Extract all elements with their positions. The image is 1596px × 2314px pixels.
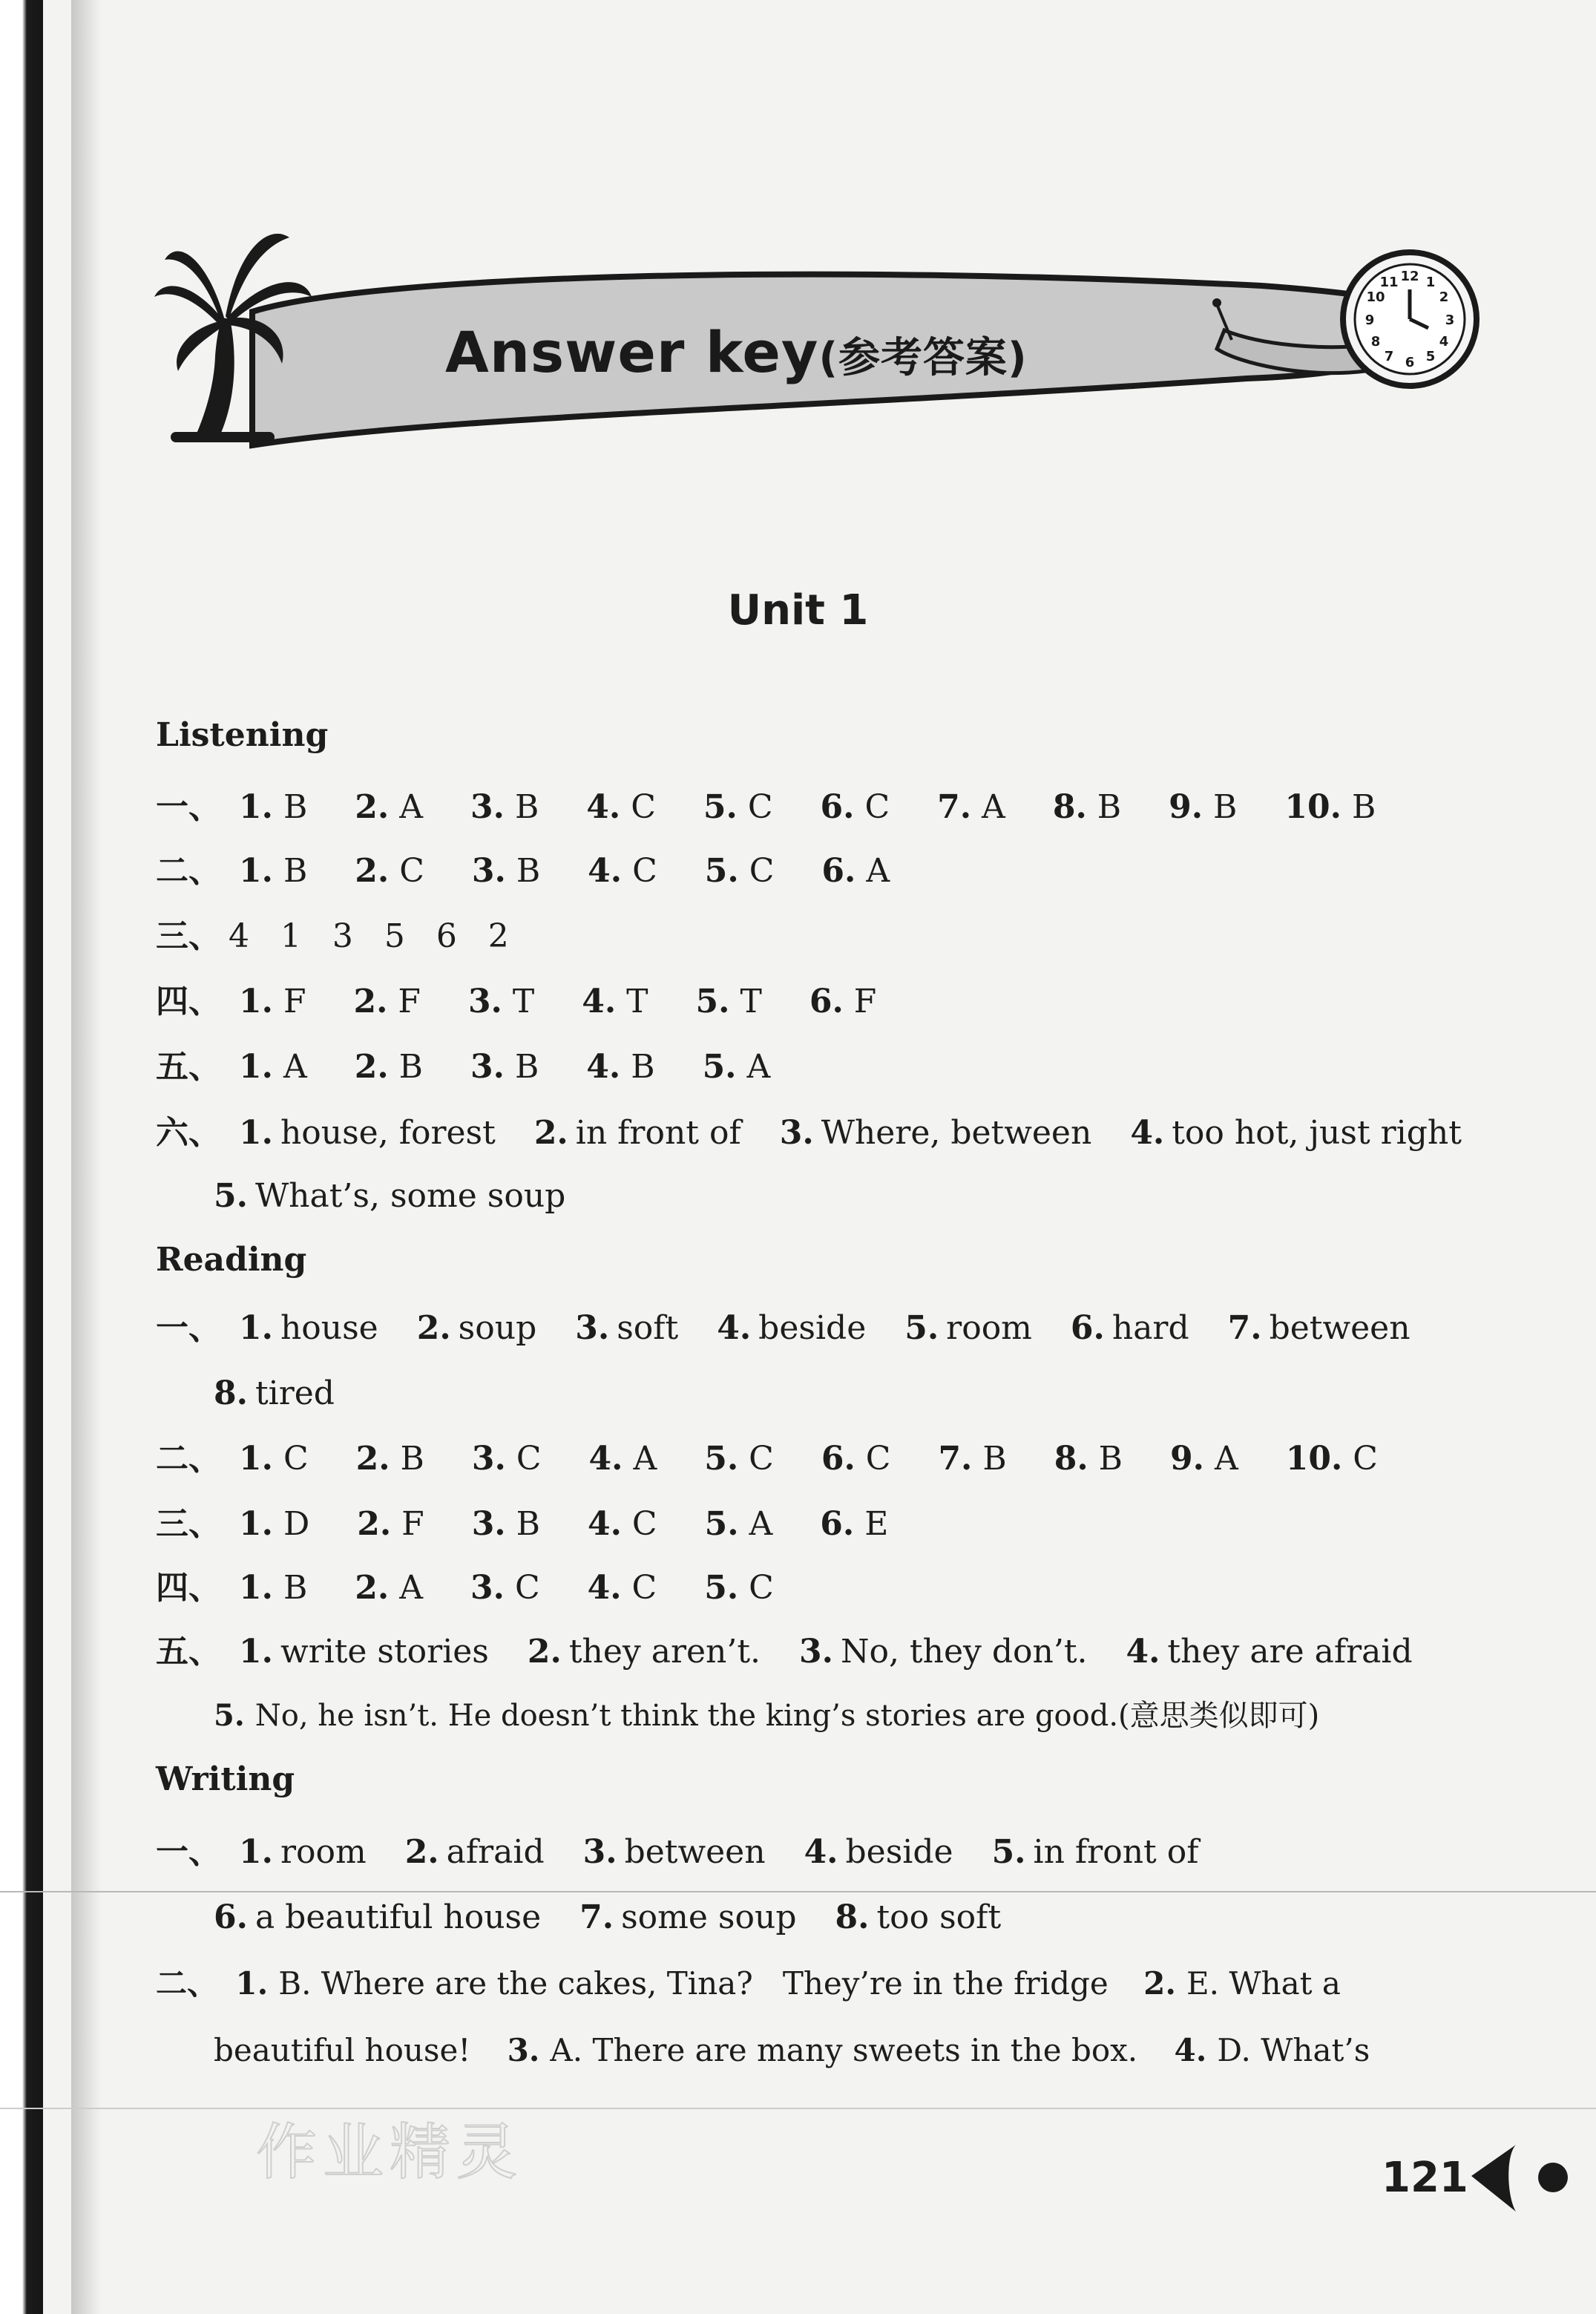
answer-item	[239, 1633, 489, 1671]
answer-item	[1227, 1309, 1411, 1347]
answer-item	[404, 1833, 545, 1871]
item-number: 2.	[404, 1833, 439, 1871]
item-number: 5.	[214, 1698, 245, 1733]
answer-item	[1284, 788, 1376, 826]
section-listening-label: Listening	[156, 716, 329, 754]
item-number: 3.	[471, 1505, 506, 1543]
item-number: 8.	[1054, 1440, 1088, 1478]
answer-item	[704, 1440, 774, 1478]
item-answer: B. Where are the cakes, Tina? They’re in the fridge	[278, 1965, 1109, 2002]
item-answer: C	[747, 788, 773, 826]
item-number: 2.	[355, 1440, 390, 1478]
reading-q2-line	[156, 1440, 1378, 1478]
item-number: 1.	[239, 1309, 273, 1347]
answer-item	[804, 1833, 953, 1871]
item-number: 7.	[937, 788, 972, 826]
answer-item	[471, 1440, 542, 1478]
item-number: 2.	[354, 1048, 389, 1086]
item-number: 2.	[416, 1309, 451, 1347]
answer-item	[527, 1633, 761, 1671]
item-number: 6.	[820, 788, 855, 826]
section-writing-label: Writing	[156, 1760, 295, 1798]
item-number: 5.	[704, 1440, 739, 1478]
item-number: 3.	[470, 1048, 505, 1086]
item-answer: B	[982, 1440, 1007, 1478]
listening-q4-line	[156, 983, 877, 1020]
item-answer: T	[512, 983, 535, 1020]
clock-number: 11	[1379, 275, 1399, 290]
answer-item	[1143, 1965, 1341, 2002]
item-answer: Where, between	[821, 1114, 1092, 1152]
answer-item	[507, 2032, 1138, 2068]
answer-item	[582, 1833, 766, 1871]
item-number: 4.	[586, 788, 621, 826]
answer-item	[355, 1569, 423, 1607]
item-answer: in front of	[575, 1114, 741, 1152]
watermark-text: 作业精灵	[256, 2117, 524, 2188]
answer-item	[235, 1965, 1109, 2002]
item-number: 2.	[357, 1505, 392, 1543]
item-answer: B	[1098, 1440, 1123, 1478]
answer-item	[353, 983, 421, 1020]
item-answer: What’s, some soup	[254, 1177, 566, 1215]
item-number: 4.	[804, 1833, 838, 1871]
answer-item	[1126, 1633, 1413, 1671]
item-answer: T	[626, 983, 648, 1020]
item-answer: E. What a	[1186, 1965, 1341, 2002]
item-answer: E	[864, 1505, 889, 1543]
answer-item	[355, 852, 424, 890]
writing-q1-line	[156, 1833, 1227, 1871]
item-number: 4.	[587, 1569, 622, 1607]
answer-item	[579, 1898, 797, 1936]
item-answer: C	[516, 1440, 542, 1478]
answer-item	[214, 1177, 566, 1215]
section-reading-label: Reading	[156, 1241, 307, 1279]
answer-item	[821, 1440, 891, 1478]
item-answer: B	[400, 1440, 424, 1478]
item-answer: C	[514, 1569, 540, 1607]
item-answer: B	[1351, 788, 1376, 826]
answer-item	[239, 1833, 367, 1871]
clock-number: 2	[1439, 289, 1449, 305]
item-number: 3.	[575, 1309, 610, 1347]
item-number: 1.	[239, 788, 273, 826]
answer-item	[354, 1048, 423, 1086]
question-prefix: 一、	[156, 1833, 221, 1871]
item-number: 7.	[579, 1898, 614, 1936]
item-answer: write stories	[280, 1633, 489, 1671]
answer-item	[588, 1440, 657, 1478]
answer-item	[239, 983, 306, 1020]
clock-number: 10	[1366, 289, 1385, 305]
answer-item	[1285, 1440, 1378, 1478]
answer-item	[702, 1048, 771, 1086]
question-prefix: 五、	[156, 1048, 221, 1086]
reading-q4-line	[156, 1569, 774, 1607]
item-answer: F	[401, 1505, 424, 1543]
answer-item	[1070, 1309, 1189, 1347]
answer-item	[239, 1505, 310, 1543]
answer-item	[695, 983, 762, 1020]
item-number: 6.	[809, 983, 844, 1020]
item-answer: B	[1097, 788, 1122, 826]
clock-number: 4	[1439, 334, 1449, 350]
item-answer: C	[399, 852, 424, 890]
item-answer: D	[283, 1505, 310, 1543]
answer-item	[1130, 1114, 1462, 1152]
answer-item	[587, 1505, 657, 1543]
answer-item	[938, 1440, 1007, 1478]
item-number: 5.	[703, 788, 738, 826]
item-answer: C	[631, 788, 656, 826]
item-answer: C	[749, 1440, 774, 1478]
item-answer: B	[283, 1569, 308, 1607]
ordering-answer: 4 1 3 5 6 2	[229, 917, 509, 955]
item-answer: beside	[845, 1833, 953, 1871]
answer-item	[471, 1505, 540, 1543]
item-number: 5.	[704, 852, 739, 890]
clock-number: 1	[1425, 275, 1436, 290]
clock-number: 3	[1445, 312, 1455, 328]
item-answer: hard	[1111, 1309, 1189, 1347]
clock-number: 12	[1400, 269, 1419, 284]
item-answer: A	[982, 788, 1005, 826]
item-number: 5.	[904, 1309, 939, 1347]
answer-item	[779, 1114, 1092, 1152]
item-number: 5.	[991, 1833, 1026, 1871]
answer-item	[239, 1309, 378, 1347]
clock-number: 7	[1384, 349, 1394, 364]
item-answer: A	[1214, 1440, 1238, 1478]
item-answer: beautiful house!	[214, 2032, 471, 2068]
question-prefix: 二、	[156, 1965, 219, 2002]
answer-item	[704, 1505, 773, 1543]
item-answer: C	[631, 1505, 657, 1543]
item-answer: they are afraid	[1167, 1633, 1413, 1671]
item-number: 5.	[214, 1177, 248, 1215]
item-number: 1.	[235, 1965, 269, 2002]
item-answer: C	[1353, 1440, 1378, 1478]
answer-item	[214, 1898, 542, 1936]
answer-item	[717, 1309, 867, 1347]
item-answer: A	[399, 1569, 423, 1607]
item-number: 8.	[1052, 788, 1087, 826]
question-prefix: 二、	[156, 1440, 221, 1478]
item-answer: B	[514, 1048, 539, 1086]
item-number: 1.	[239, 852, 273, 890]
item-number: 3.	[470, 1569, 505, 1607]
item-number: 3.	[470, 788, 505, 826]
writing-q2-line-2	[214, 2032, 1370, 2068]
item-number: 2.	[533, 1114, 568, 1152]
item-answer: B	[514, 788, 539, 826]
answer-item	[820, 1505, 889, 1543]
writing-q1-line-2	[214, 1898, 1029, 1936]
item-number: 1.	[239, 1833, 273, 1871]
item-number: 3.	[471, 1440, 506, 1478]
item-answer: C	[749, 1569, 774, 1607]
item-number: 5.	[704, 1505, 739, 1543]
reading-q3-line	[156, 1505, 889, 1543]
writing-q2-line	[156, 1965, 1341, 2002]
answer-item	[821, 852, 890, 890]
item-answer: house	[280, 1309, 378, 1347]
item-answer: C	[632, 852, 657, 890]
book-spine-shadow	[0, 0, 43, 2314]
answer-item	[357, 1505, 424, 1543]
item-number: 9.	[1170, 1440, 1204, 1478]
answer-item	[471, 852, 541, 890]
clock-number: 5	[1425, 349, 1436, 364]
listening-q1-line	[156, 788, 1376, 826]
item-number: 4.	[717, 1309, 752, 1347]
reading-q1-line-2	[214, 1374, 363, 1412]
reading-q1-line	[156, 1309, 1439, 1347]
answer-item	[835, 1898, 1002, 1936]
answer-item	[1054, 1440, 1123, 1478]
item-number: 4.	[1174, 2032, 1207, 2068]
item-answer: A. There are many sweets in the box.	[550, 2032, 1138, 2068]
question-prefix: 四、	[156, 983, 221, 1020]
item-number: 2.	[527, 1633, 562, 1671]
item-number: 1.	[239, 1505, 273, 1543]
item-number: 6.	[821, 852, 856, 890]
item-answer: C	[283, 1440, 309, 1478]
unit-title: Unit 1	[727, 586, 869, 635]
item-answer: C	[864, 788, 890, 826]
answer-item	[1052, 788, 1122, 826]
item-answer: room	[946, 1309, 1032, 1347]
item-answer: A	[749, 1505, 773, 1543]
item-number: 2.	[355, 1569, 390, 1607]
answer-item	[239, 788, 308, 826]
answer-item	[937, 788, 1005, 826]
item-answer: A	[399, 788, 423, 826]
clock-number: 6	[1405, 355, 1415, 370]
answer-item	[355, 1440, 424, 1478]
item-number: 4.	[1130, 1114, 1165, 1152]
item-answer: afraid	[446, 1833, 545, 1871]
question-prefix: 二、	[156, 852, 221, 890]
item-number: 8.	[835, 1898, 870, 1936]
item-answer: F	[853, 983, 877, 1020]
answer-item	[703, 788, 773, 826]
listening-q6-line	[156, 1114, 1490, 1152]
page-arrow-icon	[1465, 2137, 1577, 2219]
answer-item	[239, 852, 308, 890]
answer-item	[582, 983, 648, 1020]
item-number: 5.	[695, 983, 730, 1020]
clock-number: 9	[1365, 312, 1375, 328]
item-number: 8.	[214, 1374, 248, 1412]
clock-number: 8	[1370, 334, 1381, 350]
question-prefix: 三、	[156, 917, 221, 955]
item-number: 7.	[1227, 1309, 1262, 1347]
answer-item	[1174, 2032, 1370, 2068]
item-answer: F	[398, 983, 421, 1020]
item-answer: B	[283, 788, 308, 826]
page-fold-line	[0, 1891, 1596, 1892]
item-number: 1.	[239, 1633, 273, 1671]
item-answer: between	[1269, 1309, 1411, 1347]
banner-title-cn: (参考答案)	[818, 334, 1028, 382]
answer-item	[586, 788, 656, 826]
answer-item	[470, 788, 539, 826]
item-number: 6.	[214, 1898, 248, 1936]
item-number: 2.	[1143, 1965, 1176, 2002]
item-answer: in front of	[1033, 1833, 1199, 1871]
item-number: 6.	[820, 1505, 855, 1543]
item-number: 6.	[821, 1440, 856, 1478]
item-number: 3.	[471, 852, 506, 890]
item-number: 3.	[582, 1833, 617, 1871]
answer-item	[991, 1833, 1199, 1871]
item-number: 5.	[702, 1048, 737, 1086]
answer-item	[586, 1048, 655, 1086]
item-number: 3.	[799, 1633, 833, 1671]
question-prefix: 六、	[156, 1114, 221, 1152]
answer-item	[239, 1114, 496, 1152]
item-number: 2.	[355, 852, 390, 890]
answer-item	[214, 1698, 1320, 1733]
item-answer: A	[746, 1048, 771, 1086]
answer-item	[416, 1309, 537, 1347]
item-answer: a beautiful house	[254, 1898, 542, 1936]
item-answer: too hot, just right	[1172, 1114, 1462, 1152]
item-answer: B	[1213, 788, 1238, 826]
page-number: 121	[1382, 2154, 1468, 2202]
question-prefix: 三、	[156, 1505, 221, 1543]
item-number: 4.	[1126, 1633, 1160, 1671]
answer-item	[470, 1569, 540, 1607]
item-number: 1.	[239, 1569, 273, 1607]
item-answer: A	[633, 1440, 657, 1478]
item-number: 2.	[355, 788, 390, 826]
item-answer: C	[865, 1440, 891, 1478]
answer-item	[214, 2032, 471, 2068]
answer-item	[575, 1309, 679, 1347]
listening-q5-line	[156, 1048, 771, 1086]
question-prefix: 一、	[156, 788, 221, 826]
item-answer: F	[283, 983, 306, 1020]
question-prefix: 四、	[156, 1569, 221, 1607]
item-number: 7.	[938, 1440, 973, 1478]
answer-item	[820, 788, 890, 826]
listening-q6-line-2	[214, 1177, 594, 1215]
item-number: 10.	[1285, 1440, 1343, 1478]
listening-q3-line	[156, 917, 509, 955]
item-answer: between	[624, 1833, 766, 1871]
item-number: 9.	[1169, 788, 1203, 826]
item-answer: B	[516, 852, 541, 890]
answer-item	[533, 1114, 741, 1152]
answer-item	[588, 852, 657, 890]
item-answer: B	[283, 852, 308, 890]
item-number: 2.	[353, 983, 388, 1020]
item-number: 4.	[582, 983, 617, 1020]
item-number: 4.	[588, 1440, 623, 1478]
item-number: 3.	[467, 983, 502, 1020]
answer-item	[214, 1374, 335, 1412]
item-answer: too soft	[876, 1898, 1002, 1936]
bottom-fold-line	[0, 2108, 1596, 2109]
item-answer: soup	[458, 1309, 537, 1347]
item-number: 1.	[239, 1048, 273, 1086]
item-answer: C	[631, 1569, 657, 1607]
reading-q5-line	[156, 1633, 1441, 1671]
item-answer: C	[749, 852, 775, 890]
item-answer: B	[631, 1048, 655, 1086]
item-number: 1.	[239, 1440, 273, 1478]
answer-item	[904, 1309, 1032, 1347]
item-number: 1.	[239, 1114, 273, 1152]
answer-item	[355, 788, 423, 826]
question-prefix: 一、	[156, 1309, 221, 1347]
item-answer: beside	[758, 1309, 867, 1347]
item-number: 4.	[586, 1048, 621, 1086]
item-number: 5.	[704, 1569, 739, 1607]
item-answer: room	[280, 1833, 367, 1871]
answer-item	[809, 983, 877, 1020]
banner-title-en: Answer key	[445, 319, 819, 385]
reading-q5-line-2	[214, 1698, 1320, 1733]
item-answer: B	[398, 1048, 423, 1086]
item-answer: T	[740, 983, 762, 1020]
item-answer: they aren’t.	[568, 1633, 761, 1671]
item-number: 1.	[239, 983, 273, 1020]
answer-item	[799, 1633, 1088, 1671]
item-answer: B	[516, 1505, 540, 1543]
item-number: 10.	[1284, 788, 1342, 826]
item-number: 4.	[588, 852, 623, 890]
answer-item	[239, 1048, 307, 1086]
item-answer: house, forest	[280, 1114, 496, 1152]
item-answer: No, they don’t.	[840, 1633, 1088, 1671]
answer-item	[1169, 788, 1238, 826]
item-answer: No, he isn’t. He doesn’t think the king’s stories are good.(意思类似即可)	[254, 1699, 1320, 1733]
answer-item	[239, 1440, 309, 1478]
item-answer: soft	[617, 1309, 679, 1347]
item-number: 3.	[507, 2032, 540, 2068]
item-number: 6.	[1070, 1309, 1105, 1347]
item-number: 3.	[779, 1114, 814, 1152]
answer-item	[587, 1569, 657, 1607]
question-prefix: 五、	[156, 1633, 221, 1671]
banner-title	[445, 319, 1143, 385]
answer-item	[704, 852, 775, 890]
answer-item	[704, 1569, 774, 1607]
item-answer: D. What’s	[1217, 2032, 1370, 2068]
listening-q2-line	[156, 852, 890, 890]
item-answer: some soup	[621, 1898, 797, 1936]
item-answer: tired	[254, 1374, 335, 1412]
answer-item	[1170, 1440, 1238, 1478]
answer-item	[470, 1048, 539, 1086]
item-number: 4.	[587, 1505, 622, 1543]
spine-gradient	[71, 0, 101, 2314]
item-answer: A	[866, 852, 890, 890]
palm-ground	[171, 432, 275, 442]
answer-item	[467, 983, 535, 1020]
answer-item	[239, 1569, 308, 1607]
item-answer: A	[283, 1048, 307, 1086]
